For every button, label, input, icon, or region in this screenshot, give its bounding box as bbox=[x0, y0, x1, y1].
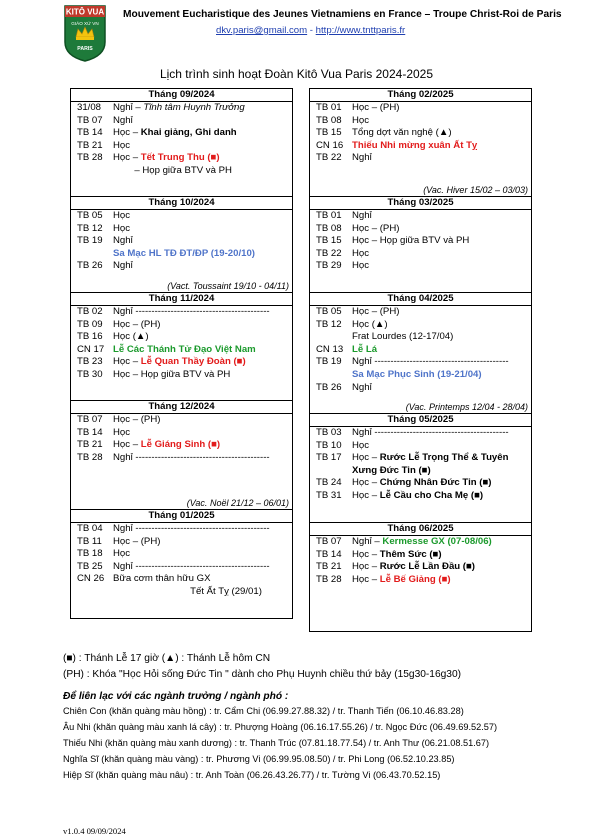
activity-text: Học (▲) bbox=[113, 331, 149, 343]
date-cell bbox=[71, 586, 113, 599]
email-link[interactable]: dkv.paris@gmail.com bbox=[216, 25, 308, 36]
activity-cell bbox=[113, 427, 292, 440]
date-cell: TB 14 bbox=[316, 548, 342, 560]
schedule-row bbox=[71, 452, 292, 465]
schedule-row bbox=[310, 248, 531, 261]
activity-text: Nghỉ ------------------------------------------ bbox=[113, 560, 270, 572]
month-title: Tháng 09/2024 bbox=[71, 89, 292, 102]
month-block bbox=[71, 89, 292, 197]
date-cell: TB 22 bbox=[316, 247, 342, 259]
activity-cell bbox=[113, 452, 292, 465]
schedule-row bbox=[71, 427, 292, 440]
activity-cell bbox=[352, 102, 531, 115]
schedule-row bbox=[310, 536, 531, 549]
activity-text: Nghỉ bbox=[113, 235, 133, 247]
svg-text:KITÔ VUA: KITÔ VUA bbox=[65, 7, 105, 17]
svg-text:PARIS: PARIS bbox=[77, 46, 93, 52]
activity-text: Học bbox=[352, 260, 370, 272]
date-cell bbox=[310, 465, 352, 478]
activity-cell bbox=[113, 102, 292, 115]
schedule-row bbox=[71, 140, 292, 153]
date-cell: TB 24 bbox=[316, 477, 342, 489]
activity-text: Nghỉ – bbox=[113, 102, 144, 113]
month-title: Tháng 12/2024 bbox=[71, 401, 292, 414]
activity-cell bbox=[352, 127, 531, 140]
date-cell: TB 08 bbox=[316, 222, 342, 234]
activity-text: Rước Lễ Trọng Thể & Tuyên bbox=[379, 452, 509, 464]
date-cell: TB 11 bbox=[77, 535, 102, 547]
website-link[interactable]: http://www.tnttparis.fr bbox=[315, 25, 406, 36]
troupe-logo bbox=[63, 4, 107, 62]
activity-text: Chứng Nhân Đức Tin (■) bbox=[379, 477, 492, 489]
date-cell: TB 31 bbox=[316, 489, 342, 501]
schedule-row bbox=[71, 210, 292, 223]
activity-cell bbox=[113, 548, 292, 561]
date-cell: TB 04 bbox=[77, 523, 103, 534]
legend-parent-course: (PH) : Khóa "Học Hỏi sống Đức Tin " dành cho Phụ Huynh chiều thứ bảy (15g30-16g30) bbox=[63, 669, 462, 680]
date-cell: TB 12 bbox=[316, 318, 342, 330]
schedule-row bbox=[310, 235, 531, 248]
activity-cell bbox=[352, 115, 531, 128]
activity-text: Thêm Sức (■) bbox=[379, 548, 442, 560]
month-block bbox=[71, 197, 292, 293]
activity-cell bbox=[352, 382, 531, 395]
schedule-row bbox=[310, 127, 531, 140]
activity-text: Học – bbox=[352, 477, 380, 489]
schedule-row bbox=[71, 331, 292, 344]
activity-text: Học bbox=[113, 139, 131, 151]
schedule-row bbox=[310, 306, 531, 319]
activity-text: Lễ Các Thánh Tử Đạo Việt Nam bbox=[113, 343, 256, 355]
schedule-row bbox=[310, 260, 531, 273]
schedule-row bbox=[71, 369, 292, 382]
month-block bbox=[71, 401, 292, 510]
date-cell: TB 07 bbox=[316, 536, 342, 547]
activity-text: Học – Họp giữa BTV và PH bbox=[352, 235, 470, 247]
month-block bbox=[71, 293, 292, 401]
activity-text: Học – (PH) bbox=[352, 306, 400, 317]
activity-text: Học – bbox=[352, 548, 380, 560]
activity-text: Nghỉ ------------------------------------------ bbox=[113, 451, 270, 463]
activity-cell bbox=[113, 140, 292, 153]
schedule-row bbox=[310, 152, 531, 165]
date-cell: TB 14 bbox=[77, 426, 103, 438]
schedule-row bbox=[71, 235, 292, 248]
activity-cell bbox=[113, 356, 292, 369]
date-cell: 31/08 bbox=[77, 102, 102, 113]
activity-text: Học bbox=[113, 548, 131, 560]
schedule-row bbox=[71, 439, 292, 452]
activity-text: Nghỉ ------------------------------------------ bbox=[113, 523, 270, 534]
activity-text: Học – (PH) bbox=[113, 535, 161, 547]
date-cell: TB 19 bbox=[77, 235, 103, 247]
activity-cell bbox=[113, 152, 292, 165]
activity-cell bbox=[113, 414, 292, 427]
month-title: Tháng 06/2025 bbox=[310, 523, 531, 536]
schedule-row bbox=[310, 452, 531, 465]
vacation-note: (Vac. Noël 21/12 – 06/01) bbox=[186, 498, 289, 508]
activity-cell bbox=[352, 561, 531, 574]
activity-text: Học – (PH) bbox=[113, 318, 161, 330]
activity-cell bbox=[352, 440, 531, 453]
schedule-row bbox=[71, 523, 292, 536]
contact-line: Nghĩa Sĩ (khăn quàng màu vàng) : tr. Phương Vi (06.99.95.08.50) / tr. Phi Long (06.52.10.23.85) bbox=[63, 754, 455, 764]
activity-text: Học bbox=[352, 114, 370, 126]
activity-text: Nghỉ – bbox=[352, 536, 383, 547]
date-cell bbox=[71, 165, 113, 178]
activity-text: Học – (PH) bbox=[352, 222, 400, 234]
schedule-row bbox=[71, 102, 292, 115]
activity-text: Học bbox=[113, 222, 131, 234]
activity-text: Học – Họp giữa BTV và PH bbox=[113, 368, 231, 380]
contact-line: Hiệp Sĩ (khăn quàng màu nâu) : tr. Anh Toàn (06.26.43.26.77) / tr. Tường Vi (06.43.70.52.15) bbox=[63, 770, 441, 780]
activity-text: Học – bbox=[352, 561, 380, 573]
month-block bbox=[310, 197, 531, 293]
activity-cell bbox=[113, 306, 292, 319]
schedule-row bbox=[310, 319, 531, 332]
date-cell: TB 01 bbox=[316, 102, 342, 113]
document-title: Lịch trình sinh hoạt Đoàn Kitô Vua Paris 2024-2025 bbox=[159, 67, 434, 81]
schedule-row bbox=[71, 165, 292, 178]
activity-cell bbox=[352, 306, 531, 319]
date-cell bbox=[310, 331, 352, 344]
schedule-row bbox=[71, 561, 292, 574]
activity-cell bbox=[352, 260, 531, 273]
activity-text: – Họp giữa BTV và PH bbox=[113, 164, 232, 176]
activity-text: Học – bbox=[113, 152, 141, 164]
date-cell: CN 16 bbox=[316, 139, 344, 151]
schedule-row bbox=[310, 344, 531, 357]
activity-cell bbox=[352, 356, 531, 369]
date-cell: CN 26 bbox=[77, 573, 105, 585]
activity-text: Học bbox=[352, 439, 370, 451]
schedule-column-left bbox=[70, 88, 293, 619]
date-cell: TB 19 bbox=[316, 356, 342, 368]
activity-cell bbox=[352, 152, 531, 165]
schedule-row bbox=[310, 561, 531, 574]
activity-cell bbox=[113, 369, 292, 382]
date-cell: TB 02 bbox=[77, 306, 103, 317]
activity-cell bbox=[352, 235, 531, 248]
schedule-row bbox=[71, 127, 292, 140]
activity-cell bbox=[352, 248, 531, 261]
activity-cell bbox=[352, 465, 531, 478]
activity-cell bbox=[113, 248, 292, 261]
schedule-row bbox=[310, 331, 531, 344]
date-cell: TB 14 bbox=[77, 127, 103, 139]
date-cell: TB 21 bbox=[77, 439, 103, 451]
activity-cell bbox=[113, 331, 292, 344]
schedule-row bbox=[310, 115, 531, 128]
activity-text: Nghỉ ------------------------------------------ bbox=[352, 427, 509, 438]
activity-text: Học bbox=[113, 426, 131, 438]
date-cell: TB 08 bbox=[316, 114, 342, 126]
activity-cell bbox=[113, 210, 292, 223]
vacation-note: (Vac. Hiver 15/02 – 03/03) bbox=[423, 185, 528, 195]
activity-cell bbox=[352, 140, 531, 153]
contact-line: Âu Nhi (khăn quàng màu xanh lá cây) : tr. Phượng Hoàng (06.16.17.55.26) / tr. Ngọc Đức (06.49.69.52.57) bbox=[63, 722, 498, 732]
schedule-row bbox=[71, 356, 292, 369]
activity-text: Rước Lễ Lần Đầu (■) bbox=[379, 561, 475, 573]
activity-cell bbox=[113, 561, 292, 574]
date-cell: CN 17 bbox=[77, 343, 105, 355]
month-title: Tháng 04/2025 bbox=[310, 293, 531, 306]
activity-cell bbox=[113, 127, 292, 140]
date-cell: TB 05 bbox=[316, 306, 342, 317]
schedule-row bbox=[310, 356, 531, 369]
month-title: Tháng 01/2025 bbox=[71, 510, 292, 523]
activity-text: Học – (PH) bbox=[352, 102, 400, 113]
schedule-row bbox=[310, 427, 531, 440]
header-links bbox=[216, 25, 405, 36]
schedule-row bbox=[71, 536, 292, 549]
month-title: Tháng 03/2025 bbox=[310, 197, 531, 210]
date-cell: TB 26 bbox=[316, 381, 342, 393]
date-cell: CN 13 bbox=[316, 343, 344, 355]
schedule-row bbox=[310, 369, 531, 382]
activity-cell bbox=[352, 344, 531, 357]
date-cell: TB 26 bbox=[77, 260, 103, 272]
date-cell: TB 21 bbox=[316, 561, 342, 573]
activity-text: Học – bbox=[113, 439, 141, 451]
date-cell: TB 28 bbox=[77, 152, 103, 164]
schedule-row bbox=[310, 490, 531, 503]
activity-text: Khai giảng, Ghi danh bbox=[140, 127, 237, 139]
date-cell: TB 05 bbox=[77, 210, 103, 221]
activity-cell bbox=[113, 439, 292, 452]
activity-cell bbox=[113, 573, 292, 586]
activity-cell bbox=[352, 319, 531, 332]
activity-text: Học – bbox=[352, 489, 380, 501]
date-cell: TB 07 bbox=[77, 414, 103, 425]
contact-line: Chiên Con (khăn quàng màu hồng) : tr. Cẩm Chi (06.99.27.88.32) / tr. Thanh Tiến (06.10.46.83.28) bbox=[63, 706, 464, 716]
activity-text: Học – bbox=[113, 127, 141, 139]
activity-cell bbox=[352, 210, 531, 223]
activity-text: Nghỉ bbox=[113, 114, 133, 126]
activity-cell bbox=[352, 223, 531, 236]
activity-cell bbox=[352, 549, 531, 562]
schedule-row bbox=[71, 115, 292, 128]
schedule-column-right bbox=[309, 88, 532, 632]
activity-cell bbox=[113, 235, 292, 248]
activity-text: Nghỉ bbox=[352, 210, 372, 221]
version-label: v1.0.4 09/09/2024 bbox=[63, 826, 126, 836]
date-cell: TB 12 bbox=[77, 222, 103, 234]
activity-text: Tết Trung Thu (■) bbox=[140, 152, 220, 164]
activity-text: Sa Mạc Phục Sinh (19-21/04) bbox=[352, 368, 482, 380]
activity-text: Lễ Cầu cho Cha Mẹ (■) bbox=[379, 489, 484, 501]
activity-text: Nghỉ bbox=[352, 152, 372, 164]
activity-text: Tổng dợt văn nghệ (▲) bbox=[352, 127, 452, 139]
schedule-row bbox=[71, 548, 292, 561]
month-block bbox=[310, 89, 531, 197]
date-cell: TB 09 bbox=[77, 318, 103, 330]
activity-text: Bữa cơm thân hữu GX bbox=[113, 573, 211, 585]
activity-cell bbox=[352, 490, 531, 503]
activity-cell bbox=[352, 536, 531, 549]
activity-text: Học – bbox=[352, 573, 380, 585]
activity-cell bbox=[113, 165, 292, 178]
organization-title: Mouvement Eucharistique des Jeunes Vietnamiens en France – Troupe Christ-Roi de Paris bbox=[123, 9, 562, 20]
activity-text: Học bbox=[113, 210, 131, 221]
activity-text: Học – (PH) bbox=[113, 414, 161, 425]
month-title: Tháng 11/2024 bbox=[71, 293, 292, 306]
activity-cell bbox=[113, 586, 292, 599]
date-cell: TB 22 bbox=[316, 152, 342, 164]
activity-cell bbox=[113, 115, 292, 128]
vacation-note: (Vac. Printemps 12/04 - 28/04) bbox=[405, 402, 528, 412]
activity-cell bbox=[113, 223, 292, 236]
month-title: Tháng 05/2025 bbox=[310, 414, 531, 427]
activity-cell bbox=[113, 260, 292, 273]
schedule-row bbox=[310, 223, 531, 236]
schedule-row bbox=[310, 549, 531, 562]
date-cell: TB 15 bbox=[316, 235, 342, 247]
schedule-row bbox=[71, 414, 292, 427]
schedule-row bbox=[310, 102, 531, 115]
date-cell: TB 25 bbox=[77, 560, 103, 572]
date-cell: TB 17 bbox=[316, 452, 342, 464]
activity-text: Nghỉ bbox=[113, 260, 133, 272]
activity-text: Nghỉ bbox=[352, 381, 372, 393]
schedule-row bbox=[71, 586, 292, 599]
activity-cell bbox=[352, 574, 531, 587]
date-cell: TB 10 bbox=[316, 439, 342, 451]
date-cell: TB 18 bbox=[77, 548, 103, 560]
month-block bbox=[71, 510, 292, 619]
activity-cell bbox=[113, 523, 292, 536]
svg-text:GIÁO XỨ VN: GIÁO XỨ VN bbox=[71, 21, 99, 26]
legend-symbols: (■) : Thánh Lễ 17 giờ (▲) : Thánh Lễ hôm CN bbox=[63, 653, 271, 664]
schedule-row bbox=[310, 382, 531, 395]
date-cell: TB 16 bbox=[77, 331, 103, 343]
schedule-row bbox=[310, 465, 531, 478]
activity-text: Học bbox=[352, 247, 370, 259]
activity-text: Lễ Quan Thầy Đoàn (■) bbox=[140, 356, 246, 368]
activity-cell bbox=[352, 452, 531, 465]
activity-text: Học – bbox=[352, 452, 380, 464]
schedule-row bbox=[71, 344, 292, 357]
date-cell: TB 07 bbox=[77, 114, 103, 126]
schedule-row bbox=[310, 574, 531, 587]
activity-cell bbox=[352, 477, 531, 490]
date-cell: TB 29 bbox=[316, 260, 342, 272]
activity-text: Thiếu Nhi mừng xuân Ất Tỵ bbox=[352, 139, 478, 151]
activity-cell bbox=[352, 331, 531, 344]
link-separator: - bbox=[307, 25, 316, 36]
schedule-row bbox=[71, 248, 292, 261]
activity-text: Tĩnh tâm Huynh Trưởng bbox=[143, 102, 245, 113]
schedule-row bbox=[71, 319, 292, 332]
schedule-row bbox=[310, 440, 531, 453]
date-cell bbox=[71, 248, 113, 261]
activity-text: Học (▲) bbox=[352, 318, 388, 330]
activity-text: Lễ Lá bbox=[352, 343, 378, 355]
schedule-row bbox=[71, 306, 292, 319]
month-title: Tháng 02/2025 bbox=[310, 89, 531, 102]
activity-cell bbox=[352, 427, 531, 440]
activity-cell bbox=[352, 369, 531, 382]
activity-cell bbox=[113, 344, 292, 357]
date-cell: TB 23 bbox=[77, 356, 103, 368]
activity-cell bbox=[113, 536, 292, 549]
date-cell bbox=[310, 369, 352, 382]
activity-text: Lễ Giáng Sinh (■) bbox=[140, 439, 221, 451]
date-cell: TB 21 bbox=[77, 139, 103, 151]
date-cell: TB 28 bbox=[77, 451, 103, 463]
month-title: Tháng 10/2024 bbox=[71, 197, 292, 210]
date-cell: TB 01 bbox=[316, 210, 342, 221]
activity-text: Nghỉ ------------------------------------------ bbox=[352, 356, 509, 368]
vacation-note: (Vact. Toussaint 19/10 - 04/11) bbox=[167, 281, 289, 291]
contacts-title: Để liên lạc với các ngành trưởng / ngành phó : bbox=[63, 691, 289, 702]
activity-text: Học – bbox=[113, 356, 141, 368]
schedule-row bbox=[310, 210, 531, 223]
month-block bbox=[310, 293, 531, 414]
date-cell: TB 03 bbox=[316, 427, 342, 438]
schedule-row bbox=[71, 223, 292, 236]
date-cell: TB 15 bbox=[316, 127, 342, 139]
schedule-row bbox=[71, 260, 292, 273]
month-block bbox=[310, 523, 531, 632]
schedule-row bbox=[310, 477, 531, 490]
schedule-row bbox=[71, 573, 292, 586]
schedule-row bbox=[71, 152, 292, 165]
activity-text: Lễ Bế Giảng (■) bbox=[379, 573, 451, 585]
activity-text: Sa Mạc HL TĐ ĐT/ĐP (19-20/10) bbox=[113, 247, 255, 259]
month-block bbox=[310, 414, 531, 523]
contact-line: Thiếu Nhi (khăn quàng màu xanh dương) : tr. Thanh Trúc (07.81.18.77.54) / tr. Anh Thư (06.21.08.51.67) bbox=[63, 738, 490, 748]
activity-text: Nghỉ ------------------------------------------ bbox=[113, 306, 270, 317]
schedule-row bbox=[310, 140, 531, 153]
activity-text: Xưng Đức Tin (■) bbox=[352, 464, 431, 476]
date-cell: TB 28 bbox=[316, 573, 342, 585]
date-cell: TB 30 bbox=[77, 368, 103, 380]
activity-cell bbox=[113, 319, 292, 332]
activity-text: Frat Lourdes (12-17/04) bbox=[352, 331, 454, 343]
activity-text: Tết Ất Tỵ (29/01) bbox=[113, 585, 262, 597]
activity-text: Kermesse GX (07-08/06) bbox=[382, 536, 492, 547]
